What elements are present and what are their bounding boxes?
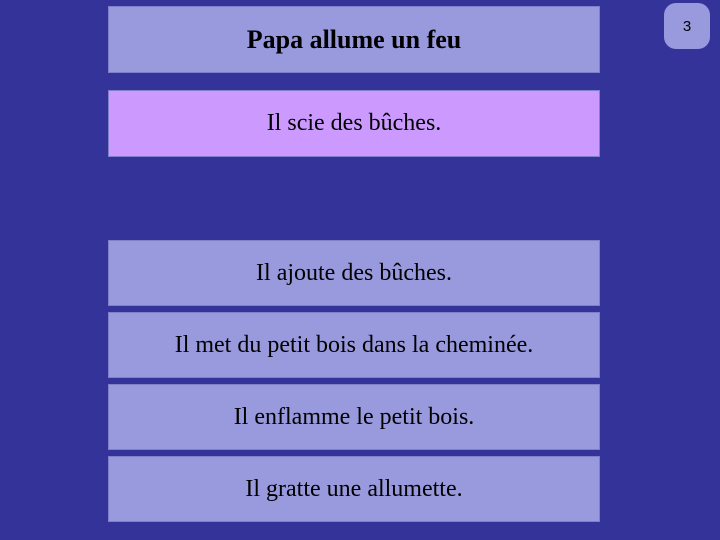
option-card-4[interactable] — [108, 456, 600, 522]
option-card-1[interactable] — [108, 240, 600, 306]
page-number: 3 — [682, 17, 692, 35]
title-text: Papa allume un feu — [246, 24, 462, 54]
option-text: Il gratte une allumette. — [245, 475, 463, 502]
option-card-3[interactable] — [108, 384, 600, 450]
option-text: Il ajoute des bûches. — [256, 259, 452, 286]
selected-sentence-text: Il scie des bûches. — [266, 110, 442, 136]
page-number-badge — [664, 3, 710, 49]
option-text: Il met du petit bois dans la cheminée. — [174, 331, 534, 358]
page-title — [108, 6, 600, 73]
selected-sentence-box[interactable] — [108, 90, 600, 157]
option-text: Il enflamme le petit bois. — [233, 403, 475, 430]
option-card-2[interactable] — [108, 312, 600, 378]
